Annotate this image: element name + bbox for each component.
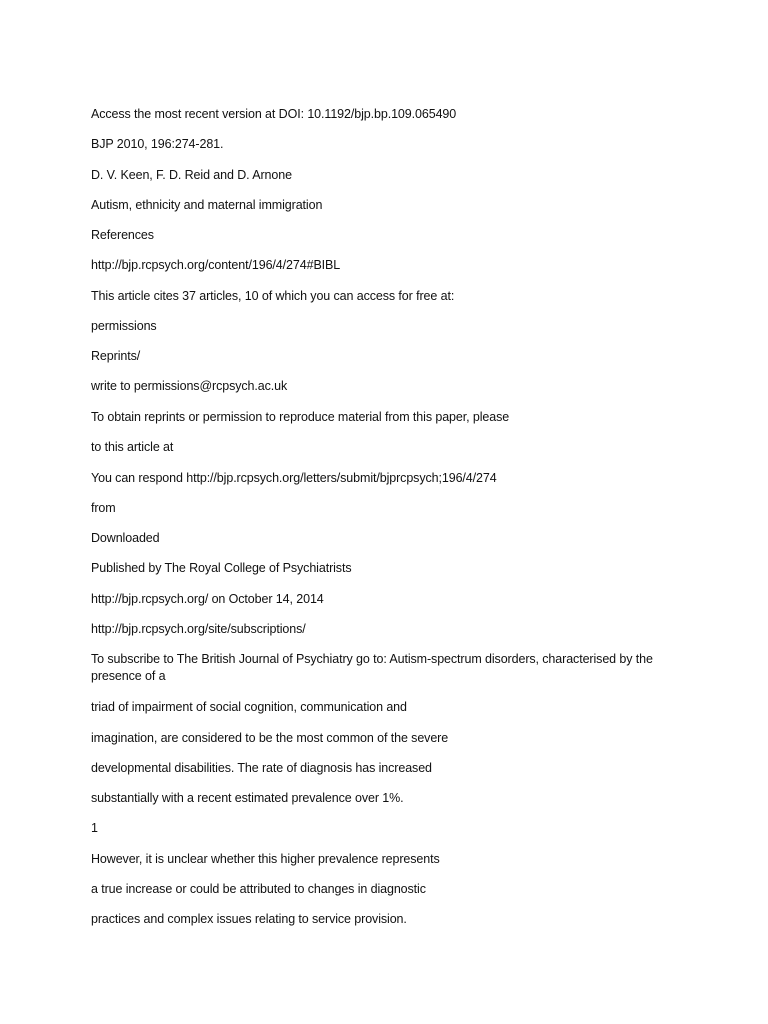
citation-line: BJP 2010, 196:274-281. (91, 137, 224, 151)
article-title: Autism, ethnicity and maternal immigration (91, 198, 323, 212)
publisher-line: Published by The Royal College of Psychiatrists (91, 561, 352, 575)
references-heading: References (91, 228, 154, 242)
email-line: write to permissions@rcpsych.ac.uk (91, 379, 288, 393)
doi-line: Access the most recent version at DOI: 10.1192/bjp.bp.109.065490 (91, 107, 457, 121)
cites-line: This article cites 37 articles, 10 of which you can access for free at: (91, 289, 455, 303)
obtain-reprints-line: To obtain reprints or permission to reproduce material from this paper, please (91, 410, 510, 424)
downloaded-line: Downloaded (91, 531, 160, 545)
body-line-5: However, it is unclear whether this higher prevalence represents (91, 852, 440, 866)
respond-url-line: You can respond http://bjp.rcpsych.org/letters/submit/bjprcpsych;196/4/274 (91, 471, 497, 485)
body-line-1: triad of impairment of social cognition, communication and (91, 700, 407, 714)
reprints-line: Reprints/ (91, 349, 141, 363)
site-date-line: http://bjp.rcpsych.org/ on October 14, 2014 (91, 592, 324, 606)
footnote-number: 1 (91, 821, 98, 835)
body-line-2: imagination, are considered to be the most common of the severe (91, 731, 449, 745)
references-url: http://bjp.rcpsych.org/content/196/4/274#BIBL (91, 258, 341, 272)
body-line-3: developmental disabilities. The rate of diagnosis has increased (91, 761, 432, 775)
authors-line: D. V. Keen, F. D. Reid and D. Arnone (91, 168, 292, 182)
body-line-6: a true increase or could be attributed to changes in diagnostic (91, 882, 426, 896)
body-line-7: practices and complex issues relating to service provision. (91, 912, 407, 926)
respond-to-line: to this article at (91, 440, 174, 454)
subscribe-line: To subscribe to The British Journal of Psychiatry go to: Autism-spectrum disorders, characterised by the presence of a (91, 652, 653, 683)
subscriptions-url: http://bjp.rcpsych.org/site/subscriptions/ (91, 622, 306, 636)
from-line: from (91, 501, 116, 515)
body-line-4: substantially with a recent estimated prevalence over 1%. (91, 791, 404, 805)
permissions-line: permissions (91, 319, 157, 333)
